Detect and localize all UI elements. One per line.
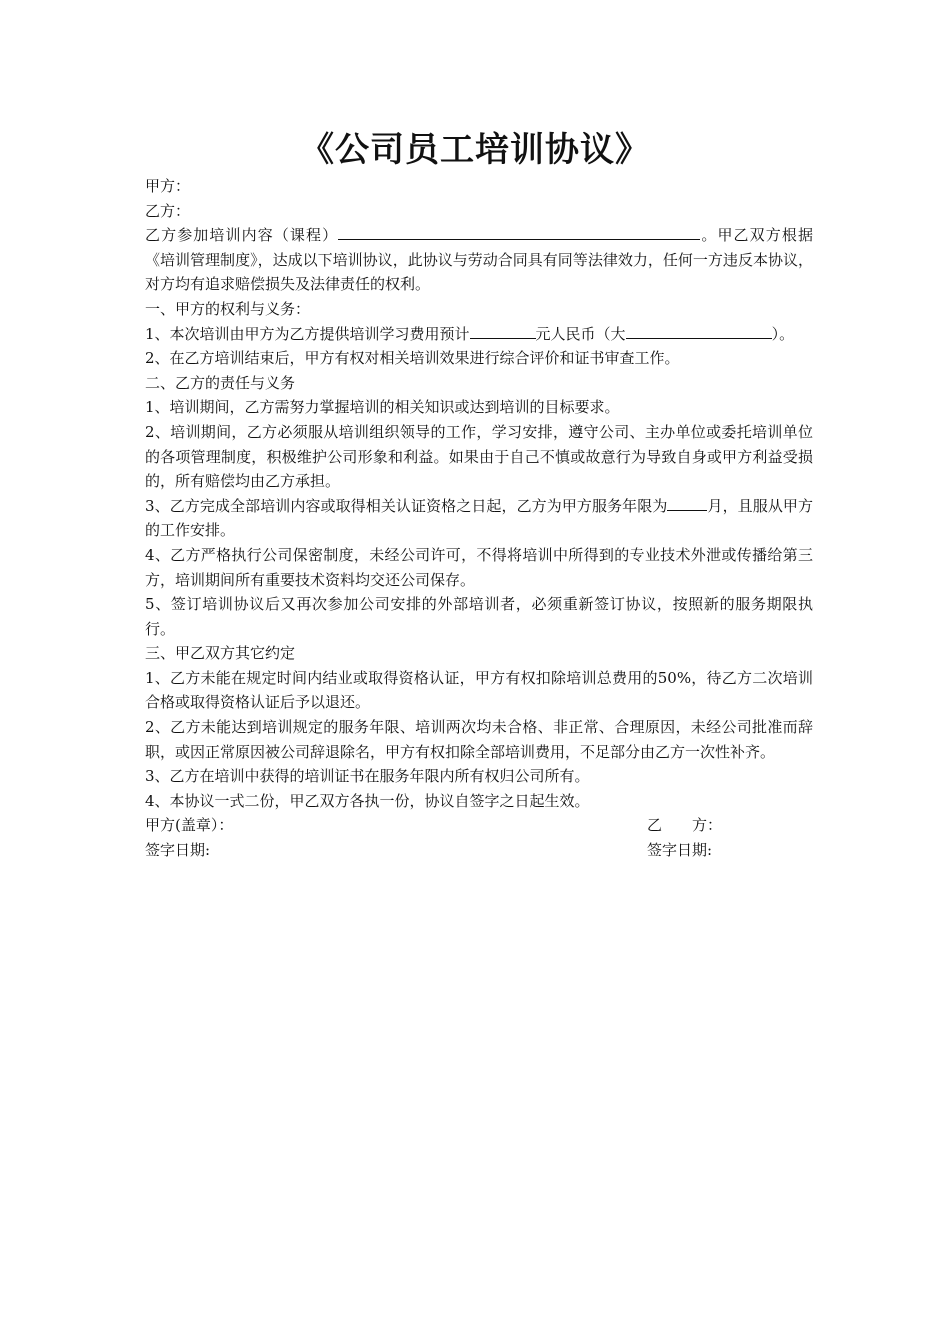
agreement-body bbox=[145, 174, 813, 863]
section2-item4: 4、乙方严格执行公司保密制度，未经公司许可，不得将培训中所得到的专业技术外泄或传播给第三方，培训期间所有重要技术资料均交还公司保存。 bbox=[145, 545, 813, 589]
section2-item1: 1、培训期间，乙方需努力掌握培训的相关知识或达到培训的目标要求。 bbox=[145, 398, 620, 417]
party-a-seal-label: 甲方(盖章）： bbox=[145, 816, 234, 835]
section2-item3-prefix: 3、乙方完成全部培训内容或取得相关认证资格之日起，乙方为甲方服务年限为 bbox=[145, 496, 668, 515]
party-a-date-label: 签字日期: bbox=[145, 841, 211, 860]
party-b-date-label: 签字日期: bbox=[647, 841, 713, 860]
section3-heading: 三、甲乙双方其它约定 bbox=[145, 644, 296, 663]
section1-item1-middle: 元人民币（大 bbox=[535, 324, 626, 343]
party-a-label: 甲方： bbox=[145, 177, 191, 195]
section3-item2: 2、乙方未能达到培训规定的服务年限、培训两次均未合格、非正常、合理原因，未经公司批准而辞职，或因正常原因被公司辞退除名，甲方有权扣除全部培训费用，不足部分由乙方一次性补齐。 bbox=[145, 718, 813, 761]
fee-uppercase-blank[interactable] bbox=[626, 322, 772, 339]
section3-item1: 1、乙方未能在规定时间内结业或取得资格认证，甲方有权扣除培训总费用的50%，待乙方二次培训合格或取得资格认证后予以退还。 bbox=[145, 668, 813, 712]
section1-heading: 一、甲方的权利与义务： bbox=[145, 299, 311, 318]
party-b-sign-label: 乙 方： bbox=[647, 816, 723, 835]
intro-continuation: 《培训管理制度》，达成以下培训协议，此协议与劳动合同具有同等法律效力，任何一方违反本协议，对方均有追求赔偿损失及法律责任的权利。 bbox=[145, 250, 813, 294]
section2-item3 bbox=[145, 494, 813, 543]
signature-row bbox=[145, 813, 813, 838]
section1-item2: 2、在乙方培训结束后，甲方有权对相关培训效果进行综合评价和证书审查工作。 bbox=[145, 349, 680, 368]
intro-paragraph bbox=[145, 223, 813, 297]
section2-item3-suffix: 月，且服从甲方的工作安排。 bbox=[145, 496, 813, 540]
section2-heading: 二、乙方的责任与义务 bbox=[145, 373, 296, 392]
section1-item1-end: ）。 bbox=[771, 324, 795, 343]
intro-suffix: 。甲乙双方根据 bbox=[700, 226, 813, 245]
intro-prefix: 乙方参加培训内容（课程） bbox=[145, 226, 339, 245]
section1-item1 bbox=[145, 322, 813, 347]
page-title: 《公司员工培训协议》 bbox=[300, 130, 650, 170]
section2-item2: 2、培训期间，乙方必须服从培训组织领导的工作，学习安排，遵守公司、主办单位或委托培训单位的各项管理制度，积极维护公司形象和利益。如果由于自己不慎或故意行为导致自身或甲方利益受损的，所有赔偿均由乙方承担。 bbox=[145, 422, 813, 491]
course-blank-field[interactable] bbox=[338, 223, 700, 240]
fee-amount-blank[interactable] bbox=[470, 322, 536, 339]
service-months-blank[interactable] bbox=[667, 494, 707, 511]
section2-item5: 5、签订培训协议后又再次参加公司安排的外部培训者，必须重新签订协议，按照新的服务期限执行。 bbox=[145, 595, 813, 638]
signature-date-row bbox=[145, 838, 813, 863]
party-b-label: 乙方： bbox=[145, 201, 191, 220]
section3-item3: 3、乙方在培训中获得的培训证书在服务年限内所有权归公司所有。 bbox=[145, 767, 590, 786]
section1-item1-prefix: 1、本次培训由甲方为乙方提供培训学习费用预计 bbox=[145, 324, 470, 343]
section3-item4: 4、本协议一式二份，甲乙双方各执一份，协议自签字之日起生效。 bbox=[145, 791, 590, 810]
